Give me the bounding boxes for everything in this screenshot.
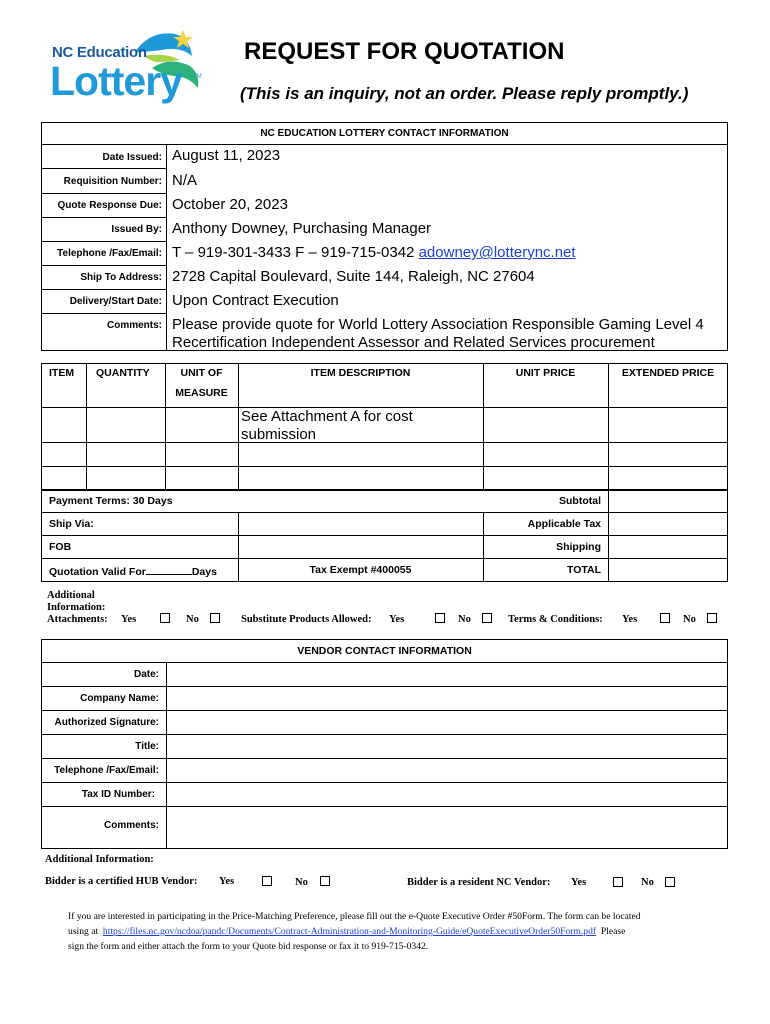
issuer-email-link[interactable]: adowney@lotterync.net — [418, 244, 576, 261]
label-delivery-start-date: Delivery/Start Date: — [69, 296, 162, 307]
note-line1: If you are interested in participating in the Price-Matching Preference, please fill out the e-Quote Executive Order #50Form. The form can be located — [68, 911, 641, 922]
quotation-valid-for — [49, 564, 217, 578]
substitute-yes-label: Yes — [389, 614, 405, 625]
value-delivery-start-date: Upon Contract Execution — [172, 292, 339, 309]
value-telephone-fax — [172, 244, 576, 261]
substitute-yes-checkbox[interactable] — [435, 613, 445, 623]
value-comments-line2: Recertification Independent Assessor and Related Services procurement — [172, 334, 655, 351]
vendor-comments-field[interactable] — [167, 807, 727, 848]
items-table — [41, 363, 728, 490]
item-description-line2: submission — [241, 426, 317, 443]
vendor-label-date: Date: — [133, 669, 159, 680]
note-line2 — [68, 924, 736, 939]
attachments-label: Attachments: — [47, 614, 108, 625]
label-comments: Comments: — [106, 320, 162, 331]
additional-info-label-line2: Information: — [47, 602, 106, 613]
vendor-title-field[interactable] — [167, 735, 727, 757]
vendor-label-telephone-fax-email: Telephone /Fax/Email: — [54, 765, 159, 776]
price-matching-note — [68, 909, 736, 954]
vendor-telephone-field[interactable] — [167, 759, 727, 781]
hub-vendor-yes-label: Yes — [219, 876, 235, 887]
footer-additional-info-label: Additional Information: — [45, 854, 154, 865]
vendor-section-title: VENDOR CONTACT INFORMATION — [297, 645, 472, 657]
terms-yes-label: Yes — [622, 614, 638, 625]
column-header-item-description: ITEM DESCRIPTION — [310, 367, 411, 379]
resident-vendor-no-label: No — [641, 877, 654, 888]
page-subtitle: (This is an inquiry, not an order. Please reply promptly.) — [240, 84, 689, 103]
subtotal-label: Subtotal — [559, 495, 601, 507]
value-issued-by: Anthony Downey, Purchasing Manager — [172, 220, 432, 237]
terms-no-checkbox[interactable] — [707, 613, 717, 623]
vendor-tax-id-field[interactable] — [167, 783, 727, 805]
vendor-label-tax-id: Tax ID Number: — [81, 789, 155, 800]
quotation-valid-prefix: Quotation Valid For — [49, 566, 146, 578]
column-header-quantity: QUANTITY — [96, 367, 150, 379]
quotation-valid-days-field[interactable] — [146, 564, 192, 575]
resident-vendor-no-checkbox[interactable] — [665, 877, 675, 887]
column-header-unit-of: UNIT OF — [180, 367, 223, 379]
vendor-label-company-name: Company Name: — [80, 693, 159, 704]
label-issued-by: Issued By: — [111, 224, 162, 235]
value-comments-line1: Please provide quote for World Lottery Association Responsible Gaming Level 4 — [172, 316, 704, 333]
logo-text-nc-education: NC Education — [52, 44, 147, 61]
hub-vendor-no-label: No — [295, 877, 308, 888]
resident-vendor-label: Bidder is a resident NC Vendor: — [407, 877, 551, 888]
substitute-products-label: Substitute Products Allowed: — [241, 614, 372, 625]
label-date-issued: Date Issued: — [102, 152, 162, 163]
page-title: REQUEST FOR QUOTATION — [244, 38, 565, 65]
note-line3: sign the form and either attach the form to your Quote bid response or fax it to 919-715-0342. — [68, 941, 429, 952]
resident-vendor-yes-label: Yes — [571, 877, 587, 888]
executive-order-form-link[interactable]: https://files.nc.gov/ncdoa/pandc/Documents/Contract-Administration-and-Monitoring-Guide/eQuoteExecutiveOrder50Form.pdf — [102, 926, 597, 937]
value-date-issued: August 11, 2023 — [172, 147, 281, 164]
resident-vendor-yes-checkbox[interactable] — [613, 877, 623, 887]
value-requisition-number: N/A — [172, 172, 198, 189]
substitute-no-checkbox[interactable] — [482, 613, 492, 623]
terms-conditions-label: Terms & Conditions: — [508, 614, 603, 625]
vendor-label-comments: Comments: — [103, 820, 159, 831]
hub-vendor-label: Bidder is a certified HUB Vendor: — [45, 876, 198, 887]
fob-label: FOB — [49, 541, 72, 553]
terms-no-label: No — [683, 614, 696, 625]
vendor-date-field[interactable] — [167, 663, 727, 685]
item-description-line1: See Attachment A for cost — [241, 408, 413, 425]
ship-via-label: Ship Via: — [49, 518, 94, 530]
substitute-no-label: No — [458, 614, 471, 625]
logo-trademark: TM — [193, 74, 202, 80]
note-line2-suffix: Please — [600, 926, 626, 937]
column-header-item: ITEM — [49, 367, 75, 379]
quotation-valid-suffix: Days — [191, 566, 217, 578]
hub-vendor-no-checkbox[interactable] — [320, 876, 330, 886]
attachments-yes-label: Yes — [121, 614, 137, 625]
label-ship-to-address: Ship To Address: — [80, 272, 162, 283]
total-label: TOTAL — [566, 564, 601, 576]
tax-exempt-number: Tax Exempt #400055 — [309, 564, 412, 576]
attachments-yes-checkbox[interactable] — [160, 613, 170, 623]
label-requisition-number: Requisition Number: — [63, 176, 162, 187]
additional-info-label-line1: Additional — [47, 590, 95, 601]
value-quote-response-due: October 20, 2023 — [172, 196, 288, 213]
phone-fax-text: T – 919-301-3433 F – 919-715-0342 — [172, 244, 415, 261]
label-quote-response-due: Quote Response Due: — [57, 200, 162, 211]
vendor-label-title: Title: — [135, 741, 159, 752]
shipping-label: Shipping — [556, 541, 601, 553]
vendor-signature-field[interactable] — [167, 711, 727, 733]
column-header-measure: MEASURE — [175, 387, 228, 399]
value-ship-to-address: 2728 Capital Boulevard, Suite 144, Raleigh, NC 27604 — [172, 268, 535, 285]
terms-yes-checkbox[interactable] — [660, 613, 670, 623]
attachments-no-label: No — [186, 614, 199, 625]
nc-education-lottery-logo — [40, 22, 210, 112]
hub-vendor-yes-checkbox[interactable] — [262, 876, 272, 886]
applicable-tax-label: Applicable Tax — [527, 518, 601, 530]
contact-section-title: NC EDUCATION LOTTERY CONTACT INFORMATION — [260, 128, 509, 139]
logo-text-lottery: Lottery — [50, 58, 182, 104]
vendor-company-name-field[interactable] — [167, 687, 727, 709]
label-telephone-fax-email: Telephone /Fax/Email: — [57, 248, 162, 259]
attachments-no-checkbox[interactable] — [210, 613, 220, 623]
column-header-extended-price: EXTENDED PRICE — [621, 367, 715, 379]
note-line2-prefix: using at — [68, 926, 99, 937]
vendor-label-authorized-signature: Authorized Signature: — [54, 717, 159, 728]
column-header-unit-price: UNIT PRICE — [515, 367, 576, 379]
payment-terms: Payment Terms: 30 Days — [49, 495, 173, 507]
